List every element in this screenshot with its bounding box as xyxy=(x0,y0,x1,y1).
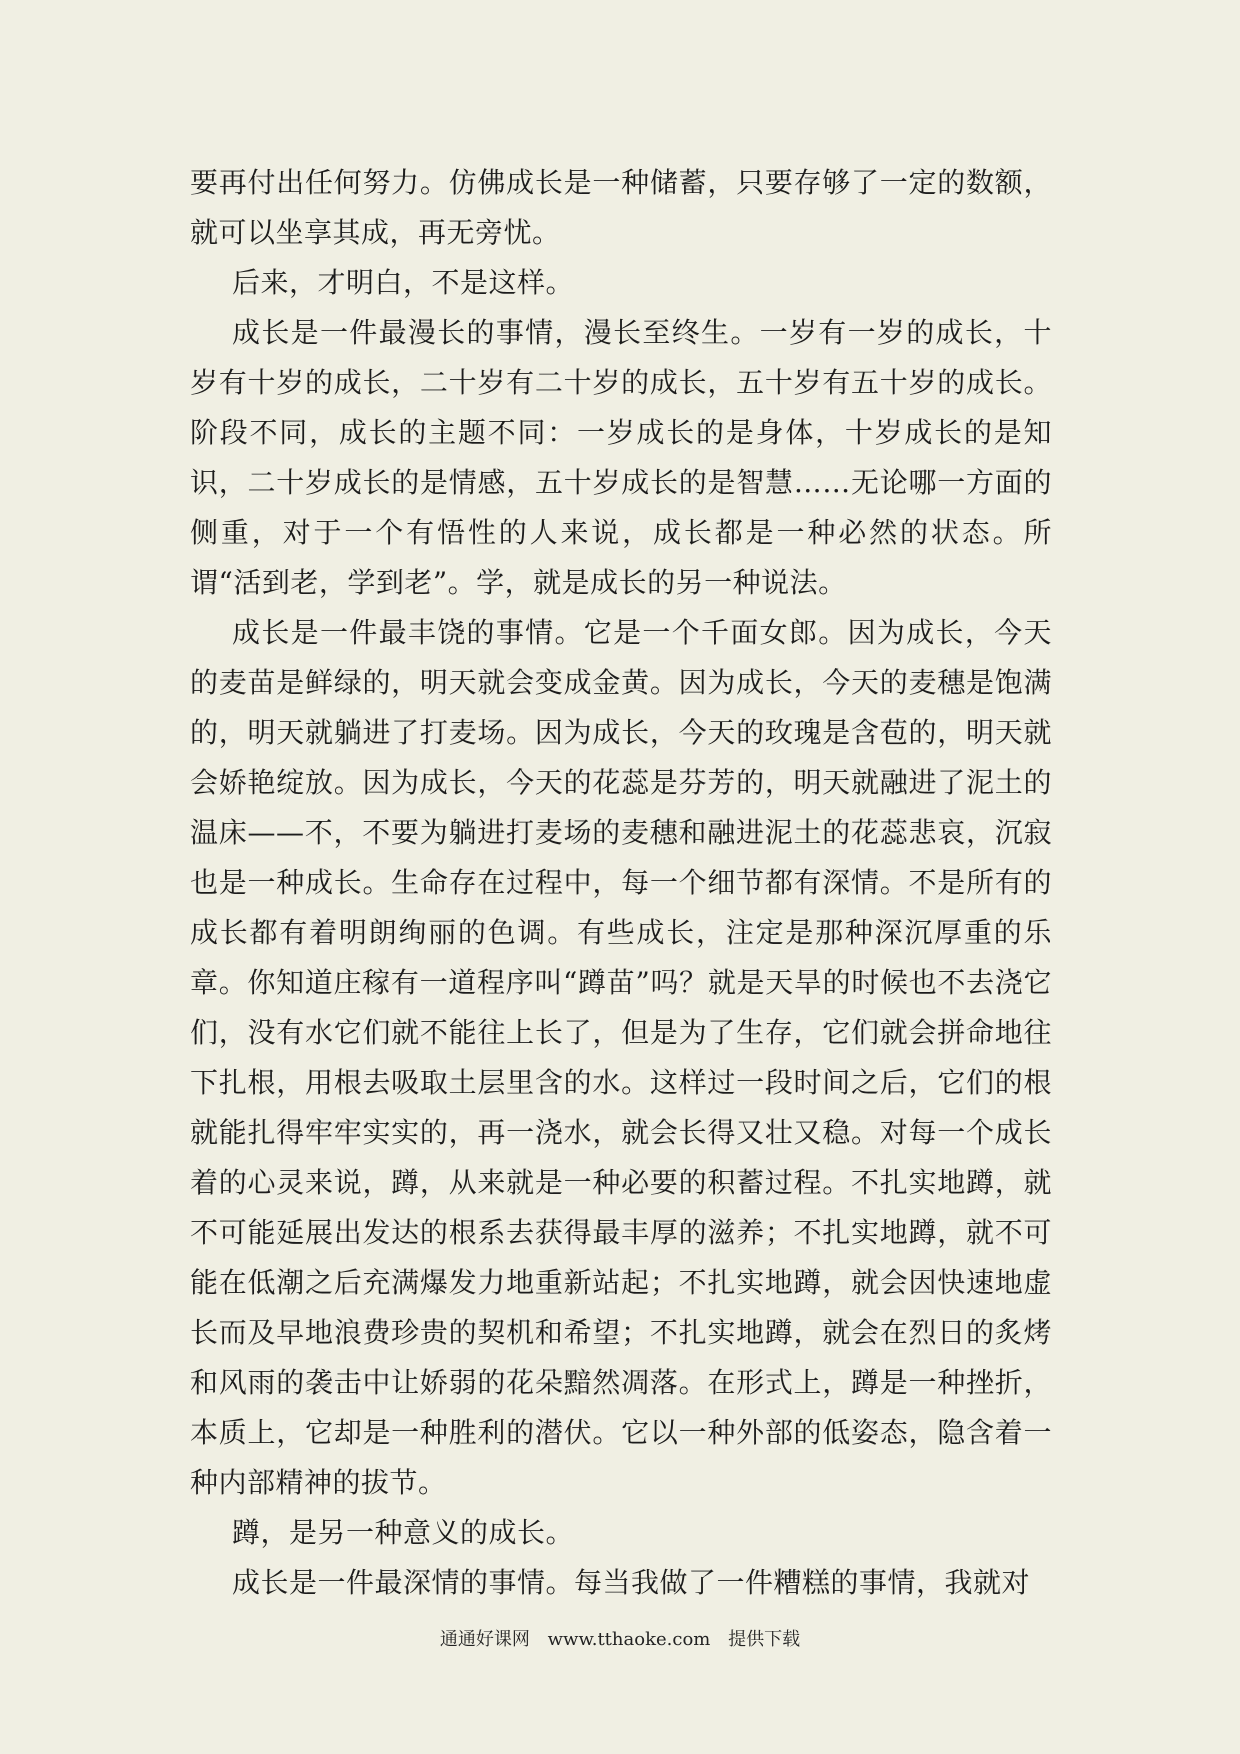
paragraph: 要再付出任何努力。仿佛成长是一种储蓄，只要存够了一定的数额，就可以坐享其成，再无旁忧。 xyxy=(190,166,1052,249)
document-body xyxy=(190,158,1052,1608)
paragraph: 成长是一件最丰饶的事情。它是一个千面女郎。因为成长，今天的麦苗是鲜绿的，明天就会变成金黄。因为成长，今天的麦穗是饱满的，明天就躺进了打麦场。因为成长，今天的玫瑰是含苞的，明天就会娇艳绽放。因为成长，今天的花蕊是芬芳的，明天就融进了泥土的温床——不，不要为躺进打麦场的麦穗和融进泥土的花蕊悲哀，沉寂也是一种成长。生命存在过程中，每一个细节都有深情。不是所有的成长都有着明朗绚丽的色调。有些成长，注定是那种深沉厚重的乐章。你知道庄稼有一道程序叫“蹲苗”吗？就是天旱的时候也不去浇它们，没有水它们就不能往上长了，但是为了生存，它们就会拼命地往下扎根，用根去吸取土层里含的水。这样过一段时间之后，它们的根就能扎得牢牢实实的，再一浇水，就会长得又壮又稳。对每一个成长着的心灵来说，蹲，从来就是一种必要的积蓄过程。不扎实地蹲，就不可能延展出发达的根系去获得最丰厚的滋养；不扎实地蹲，就不可能在低潮之后充满爆发力地重新站起；不扎实地蹲，就会因快速地虚长而及早地浪费珍贵的契机和希望；不扎实地蹲，就会在烈日的炙烤和风雨的袭击中让娇弱的花朵黯然凋落。在形式上，蹲是一种挫折，本质上，它却是一种胜利的潜伏。它以一种外部的低姿态，隐含着一种内部精神的拔节。 xyxy=(190,616,1052,1499)
paragraph: 蹲，是另一种意义的成长。 xyxy=(232,1516,575,1549)
footer-action: 提供下载 xyxy=(728,1629,801,1650)
page-footer xyxy=(0,1628,1240,1652)
paragraph: 成长是一件最漫长的事情，漫长至终生。一岁有一岁的成长，十岁有十岁的成长，二十岁有二十岁的成长，五十岁有五十岁的成长。阶段不同，成长的主题不同：一岁成长的是身体，十岁成长的是知识，二十岁成长的是情感，五十岁成长的是智慧……无论哪一方面的侧重，对于一个有悟性的人来说，成长都是一种必然的状态。所谓“活到老，学到老”。学，就是成长的另一种说法。 xyxy=(190,316,1052,599)
footer-url: www.tthaoke.com xyxy=(547,1629,711,1650)
footer-site-name: 通通好课网 xyxy=(439,1629,530,1650)
paragraph: 后来，才明白，不是这样。 xyxy=(232,266,575,299)
paragraph: 成长是一件最深情的事情。每当我做了一件糟糕的事情，我就对 xyxy=(232,1566,1031,1599)
